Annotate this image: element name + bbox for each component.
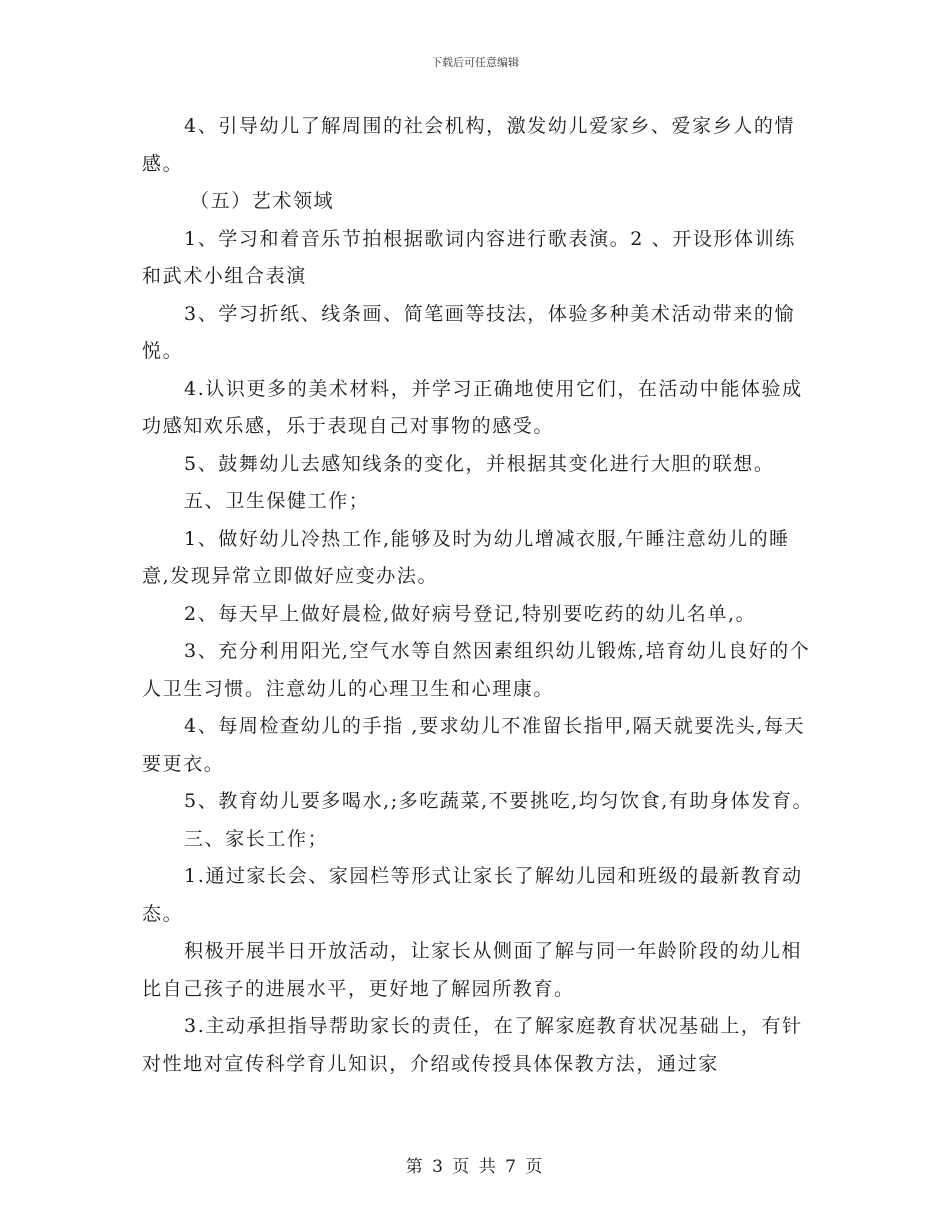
- paragraph-art-3: 3、学习折纸、线条画、简笔画等技法，体验多种美术活动带来的愉悦。: [142, 302, 796, 362]
- paragraph-parents-2: 积极开展半日开放活动，让家长从侧面了解与同一年龄阶段的幼儿相比自己孩子的进展水平，更好地了解园所教育。: [142, 940, 803, 1000]
- paragraph-art-1: 1、学习和着音乐节拍根据歌词内容进行歌表演。2 、开设形体训练和武术小组合表演: [142, 227, 796, 287]
- paragraph-health-5: 5、教育幼儿要多喝水,;多吃蔬菜,不要挑吃,均匀饮食,有助身体发育。: [184, 790, 814, 812]
- paragraph-parents-1: 1.通过家长会、家园栏等形式让家长了解幼儿园和班级的最新教育动态。: [142, 865, 803, 925]
- section-heading-health: 五、卫生保健工作；: [184, 490, 370, 512]
- paragraph-health-2: 2、每天早上做好晨检,做好病号登记,特别要吃药的幼儿名单,。: [184, 602, 757, 625]
- paragraph-social-institutions: 4、引导幼儿了解周围的社会机构，激发幼儿爱家乡、爱家乡人的情感。: [142, 115, 796, 175]
- section-heading-parents: 三、家长工作；: [184, 827, 329, 850]
- page-number: 第 3 页 共 7 页: [405, 1157, 545, 1177]
- document-body: [142, 108, 814, 1083]
- paragraph-health-3: 3、充分利用阳光,空气水等自然因素组织幼儿锻炼,培育幼儿良好的个人卫生习惯。注意幼儿的心理卫生和心理康。: [142, 640, 811, 700]
- paragraph-health-4: 4、每周检查幼儿的手指 ,要求幼儿不准留长指甲,隔天就要洗头,每天要更衣。: [142, 715, 806, 775]
- paragraph-art-5: 5、鼓舞幼儿去感知线条的变化，并根据其变化进行大胆的联想。: [184, 452, 775, 475]
- paragraph-art-4: 4.认识更多的美术材料，并学习正确地使用它们，在活动中能体验成功感知欢乐感，乐于表现自己对事物的感受。: [142, 377, 803, 437]
- section-heading-art: （五）艺术领域: [190, 190, 335, 212]
- paragraph-parents-3: 3.主动承担指导帮助家长的责任，在了解家庭教育状况基础上，有针对性地对宣传科学育儿知识，介绍或传授具体保教方法，通过家: [142, 1015, 803, 1075]
- page-header: 下载后可任意编辑: [431, 56, 519, 69]
- paragraph-health-1: 1、做好幼儿冷热工作,能够及时为幼儿增减衣服,午睡注意幼儿的睡意,发现异常立即做好应变办法。: [142, 527, 790, 587]
